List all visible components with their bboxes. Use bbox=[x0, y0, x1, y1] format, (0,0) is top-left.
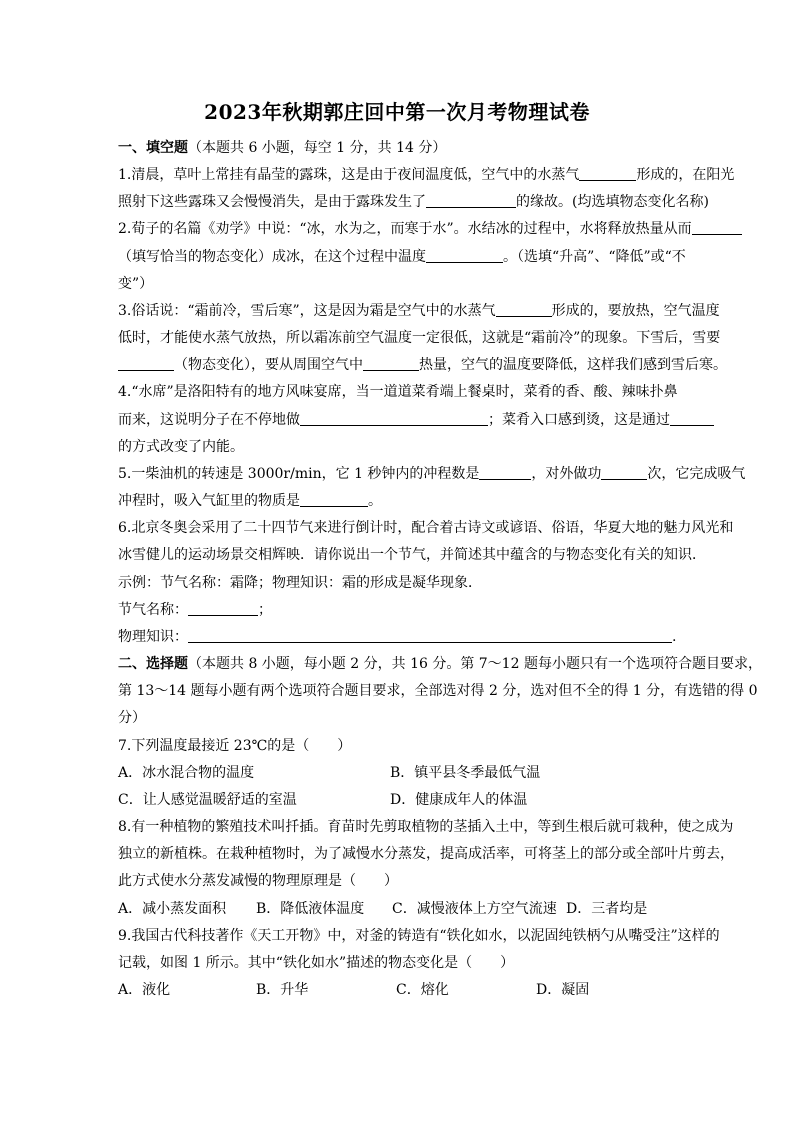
q6-text-a: 6.北京冬奥会采用了二十四节气来进行倒计时，配合着古诗文或谚语、俗语，华夏大地的魅力风光和 bbox=[118, 520, 734, 536]
section2-header bbox=[118, 655, 762, 673]
q2-line2 bbox=[118, 248, 686, 266]
q7-option-d[interactable]: D．健康成年人的体温 bbox=[390, 792, 528, 808]
q9-option-b[interactable]: B．升华 bbox=[256, 982, 309, 998]
q8-option-a[interactable]: A．减小蒸发面积 bbox=[118, 901, 227, 917]
section2-note-c: 分） bbox=[118, 710, 146, 726]
section2-note-b: 第 13～14 题每小题有两个选项符合题目要求，全部选对得 2 分，选对但不全的得 1 分，有选错的得 0 bbox=[118, 683, 758, 699]
q4-blank-1[interactable] bbox=[300, 411, 488, 426]
q3-text-b: 形成的，要放热，空气温度 bbox=[551, 303, 720, 319]
q6-line1 bbox=[118, 519, 733, 537]
q1-blank-1[interactable] bbox=[579, 166, 636, 181]
section1-heading: 一、填空题 bbox=[118, 140, 188, 156]
q9-line2: 记载，如图 1 所示。其中“铁化如水”描述的物态变化是（ ） bbox=[118, 955, 515, 971]
q2-blank-2[interactable] bbox=[426, 248, 503, 263]
q5-text-c: 次，它完成吸气 bbox=[647, 466, 746, 482]
q3-line2 bbox=[118, 329, 720, 347]
q7-option-b[interactable]: B．镇平县冬季最低气温 bbox=[390, 765, 541, 781]
q8-option-d[interactable]: D．三者均是 bbox=[566, 901, 648, 917]
q7-option-a[interactable]: A．冰水混合物的温度 bbox=[118, 765, 255, 781]
q9-option-d[interactable]: D．凝固 bbox=[536, 982, 590, 998]
q4-text-a: 4.“水席”是洛阳特有的地方风味宴席，当一道道菜肴端上餐桌时，菜肴的香、酸、辣味扑鼻 bbox=[118, 384, 678, 400]
q8-option-b[interactable]: B．降低液体温度 bbox=[256, 901, 365, 917]
q3-text-e: 热量，空气的温度要降低，这样我们感到雪后寒。 bbox=[419, 357, 727, 373]
section2-note-a: （本题共 8 小题，每小题 2 分，共 16 分。第 7～12 题每小题只有一个选项符合题目要求， bbox=[188, 656, 762, 672]
q6-line2 bbox=[118, 546, 706, 564]
q8-line2: 独立的新植株。在栽种植物时，为了减慢水分蒸发，提高成活率，可将茎上的部分或全部叶片剪去， bbox=[118, 846, 734, 862]
q5-text-a: 5.一柴油机的转速是 3000r/min，它 1 秒钟内的冲程数是 bbox=[118, 466, 480, 482]
q3-text-c: 低时，才能使水蒸气放热，所以霜冻前空气温度一定很低，这就是“霜前冷”的现象。下雪后，雪要 bbox=[118, 330, 721, 346]
q8-line3: 此方式使水分蒸发减慢的物理原理是（ ） bbox=[118, 873, 398, 889]
q6-term-end: ； bbox=[258, 602, 272, 618]
q5-blank-3[interactable] bbox=[300, 492, 368, 507]
q2-line3 bbox=[118, 275, 153, 293]
q4-blank-2[interactable] bbox=[670, 411, 714, 426]
q2-text-a: 2.荀子的名篇《劝学》中说：“冰，水为之，而寒于水”。水结冰的过程中，水将释放热量从而 bbox=[118, 221, 692, 237]
exam-title: 2023年秋期郭庄回中第一次月考物理试卷 bbox=[204, 100, 590, 124]
q5-line1 bbox=[118, 465, 745, 483]
q8-line1: 8.有一种植物的繁殖技术叫扦插。育苗时先剪取植物的茎插入土中，等到生根后就可栽种，使之成为 bbox=[118, 819, 734, 835]
q9-line1: 9.我国古代科技著作《天工开物》中，对釜的铸造有“铁化如水，以泥固纯铁柄勺从嘴受注”这样的 bbox=[118, 928, 720, 944]
q6-knowledge-line bbox=[118, 628, 676, 646]
section1-note: （本题共 6 小题，每空 1 分，共 14 分） bbox=[188, 140, 447, 156]
q4-text-d: 的方式改变了内能。 bbox=[118, 439, 244, 455]
q6-term-line bbox=[118, 601, 272, 619]
q6-term-label: 节气名称： bbox=[118, 602, 188, 618]
q9-option-a[interactable]: A．液化 bbox=[118, 982, 171, 998]
q4-line2 bbox=[118, 411, 714, 429]
q5-text-d: 冲程时，吸入气缸里的物质是 bbox=[118, 493, 300, 509]
q9-option-c[interactable]: C．熔化 bbox=[396, 982, 449, 998]
q3-blank-2[interactable] bbox=[118, 356, 174, 371]
q1-text-c: 照射下这些露珠又会慢慢消失，是由于露珠发生了 bbox=[118, 194, 426, 210]
q2-text-c: 。（选填“升高”、“降低”或“不 bbox=[503, 249, 686, 265]
q6-term-blank[interactable] bbox=[188, 601, 258, 616]
q2-line1 bbox=[118, 220, 742, 238]
q6-knowledge-blank[interactable] bbox=[188, 628, 672, 643]
q1-text-a: 1.清晨，草叶上常挂有晶莹的露珠，这是由于夜间温度低，空气中的水蒸气 bbox=[118, 167, 580, 183]
q5-text-e: 。 bbox=[368, 493, 382, 509]
q3-blank-3[interactable] bbox=[363, 356, 419, 371]
q3-line1 bbox=[118, 302, 720, 320]
q3-line3 bbox=[118, 356, 727, 374]
q3-blank-1[interactable] bbox=[496, 302, 552, 317]
q6-text-b: 冰雪健儿的运动场景交相辉映．请你说出一个节气，并简述其中蕴含的与物态变化有关的知识． bbox=[118, 547, 706, 563]
q2-blank-1[interactable] bbox=[692, 220, 742, 235]
section2-heading: 二、选择题 bbox=[118, 656, 188, 672]
q4-line1 bbox=[118, 383, 678, 401]
q1-text-b: 形成的，在阳光 bbox=[636, 167, 735, 183]
q5-blank-1[interactable] bbox=[479, 465, 531, 480]
q5-line2 bbox=[118, 492, 382, 510]
q6-knowledge-end: . bbox=[672, 629, 677, 645]
q1-line1 bbox=[118, 166, 734, 184]
q1-line2 bbox=[118, 193, 709, 211]
q8-option-c[interactable]: C．减慢液体上方空气流速 bbox=[392, 901, 557, 917]
q4-line3 bbox=[118, 438, 244, 456]
q4-text-b: 而来，这说明分子在不停地做 bbox=[118, 412, 300, 428]
q3-text-d: （物态变化），要从周围空气中 bbox=[174, 357, 363, 373]
section1-header bbox=[118, 139, 446, 157]
q6-example: 示例：节气名称：霜降；物理知识：霜的形成是凝华现象． bbox=[118, 575, 482, 591]
q2-text-d: 变”） bbox=[118, 276, 154, 292]
q1-text-d: 的缘故。(均选填物态变化名称) bbox=[516, 194, 709, 210]
q5-text-b: ，对外做功 bbox=[531, 466, 602, 482]
q3-text-a: 3.俗话说：“霜前冷，雪后寒”，这是因为霜是空气中的水蒸气 bbox=[118, 303, 496, 319]
q6-knowledge-label: 物理知识： bbox=[118, 629, 188, 645]
q7-option-c[interactable]: C．让人感觉温暖舒适的室温 bbox=[118, 792, 297, 808]
q7-stem: 7.下列温度最接近 23℃的是（ ） bbox=[118, 738, 352, 754]
q4-text-c: ；菜肴入口感到烫，这是通过 bbox=[488, 412, 670, 428]
q1-blank-2[interactable] bbox=[426, 193, 516, 208]
q5-blank-2[interactable] bbox=[601, 465, 647, 480]
q2-text-b: （填写恰当的物态变化）成冰，在这个过程中温度 bbox=[118, 249, 426, 265]
